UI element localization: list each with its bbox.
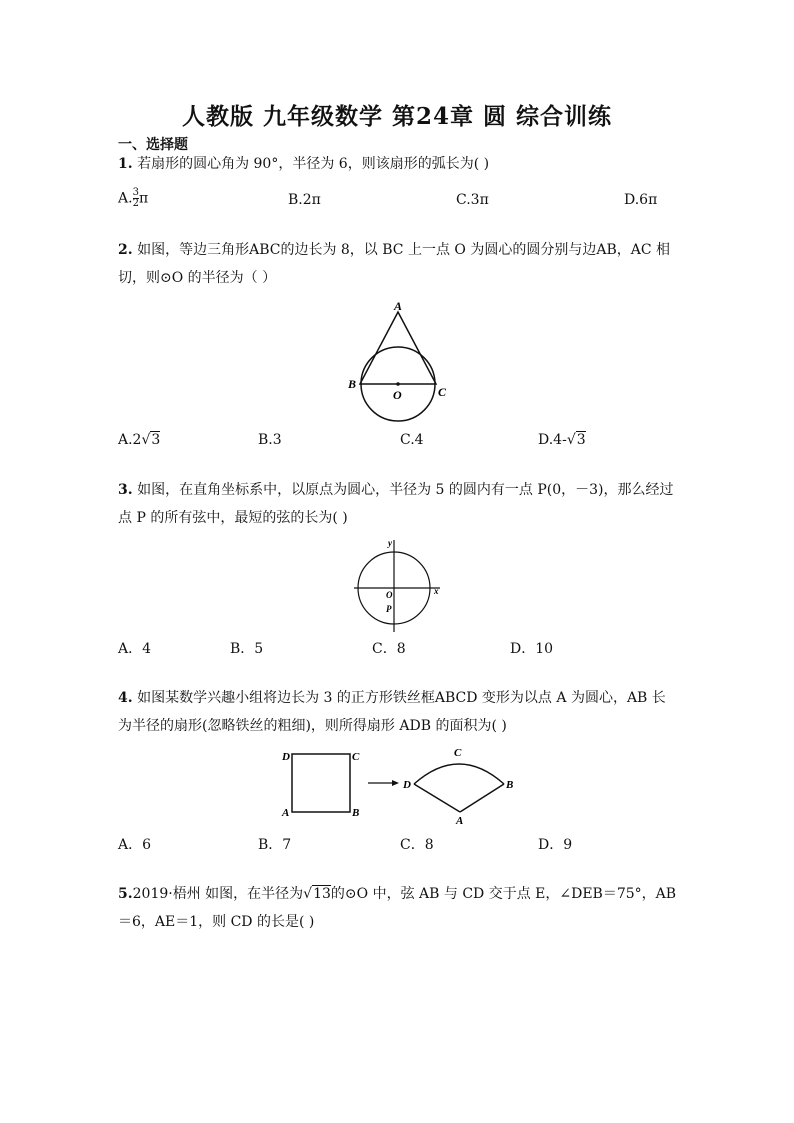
arrow-head: [392, 780, 399, 786]
fraction-numerator: 3: [132, 187, 139, 198]
label-p: P: [386, 604, 392, 614]
option-label: D.4-: [538, 432, 567, 448]
question-text-cont: 的⊙O 中，弦 AB 与 CD 交于点 E，∠DEB＝75°，AB＝6，AE＝1，则 CD 的长是( ): [118, 886, 677, 930]
question-text: 如图，等边三角形ABC的边长为 8，以 BC 上一点 O 为圆心的圆分别与边AB，AC 相切，则⊙O 的半径为（ ）: [118, 242, 671, 286]
question-4: [118, 684, 678, 740]
q1-option-b: B.2π: [288, 192, 321, 208]
q2-option-b: B.3: [258, 432, 282, 448]
label-b: B: [348, 377, 357, 391]
q4-figure: [276, 742, 526, 828]
question-2: [118, 236, 678, 292]
triangle-abc: [360, 312, 436, 384]
q3-option-b: B．5: [230, 641, 264, 657]
sector-radius-ab: [460, 784, 504, 812]
radicand: 13: [313, 886, 331, 902]
q2-option-d: D.4-√3: [538, 432, 586, 448]
section-heading: 一、选择题: [118, 137, 188, 153]
question-3: [118, 476, 678, 532]
q1-option-d: D.6π: [624, 192, 658, 208]
q2-option-c: C.4: [400, 432, 424, 448]
square-abcd: [292, 754, 350, 812]
question-text: 若扇形的圆心角为 90°，半径为 6，则该扇形的弧长为( ): [137, 156, 490, 172]
question-text: 如图某数学兴趣小组将边长为 3 的正方形铁丝框ABCD 变形为以点 A 为圆心，AB 长为半径的扇形(忽略铁丝的粗细)，则所得扇形 ADB 的面积为( ): [118, 690, 666, 734]
label-o: O: [386, 590, 393, 600]
question-number: 3.: [118, 482, 133, 498]
label-x: x: [434, 586, 439, 596]
fraction-denominator: 2: [132, 198, 139, 209]
label-a: A: [456, 815, 464, 827]
question-text: 如图，在直角坐标系中，以原点为圆心，半径为 5 的圆内有一点 P(0，－3)，那么经过点 P 的所有弦中，最短的弦的长为( ): [118, 482, 674, 526]
option-label: A.: [118, 190, 133, 207]
center-point: [396, 382, 400, 386]
sector-radius-ad: [414, 784, 460, 812]
label-d: D: [282, 751, 290, 763]
question-number: 5.: [118, 886, 133, 902]
q4-option-a: A．6: [118, 837, 152, 853]
q3-option-a: A．4: [118, 641, 152, 657]
q4-option-c: C．8: [400, 837, 434, 853]
label-o: O: [393, 388, 402, 402]
q3-option-d: D．10: [510, 641, 554, 657]
q1-option-a: [118, 188, 148, 209]
q4-option-b: B．7: [258, 837, 292, 853]
q2-option-a: A.2√3: [118, 432, 161, 448]
label-b: B: [506, 779, 514, 791]
label-a: A: [282, 807, 290, 819]
q3-option-c: C．8: [372, 641, 406, 657]
radicand: 3: [576, 432, 586, 448]
label-c: C: [454, 747, 462, 759]
label-c: C: [438, 385, 447, 399]
q2-figure: [340, 298, 460, 426]
q1-option-c: C.3π: [456, 192, 489, 208]
question-1: [118, 150, 678, 178]
label-y: y: [388, 538, 392, 548]
sector-arc: [414, 764, 504, 784]
question-number: 1.: [118, 156, 133, 172]
question-number: 4.: [118, 690, 133, 706]
page-title: 人教版 九年级数学 第24章 圆 综合训练: [181, 103, 613, 130]
q3-figure: [350, 536, 446, 636]
label-d: D: [403, 779, 411, 791]
question-number: 2.: [118, 242, 133, 258]
question-5: 5.2019·梧州 如图，在半径为√13的⊙O 中，弦 AB 与 CD 交于点 E，∠DEB＝75°，AB＝6，AE＝1，则 CD 的长是( ): [118, 886, 677, 930]
label-a: A: [394, 299, 403, 313]
label-c: C: [352, 751, 360, 763]
option-suffix: π: [138, 190, 149, 207]
option-label: A.2: [118, 432, 142, 448]
radicand: 3: [151, 432, 161, 448]
question-text: 2019·梧州 如图，在半径为: [132, 886, 304, 902]
label-b: B: [352, 807, 360, 819]
q4-option-d: D．9: [538, 837, 573, 853]
